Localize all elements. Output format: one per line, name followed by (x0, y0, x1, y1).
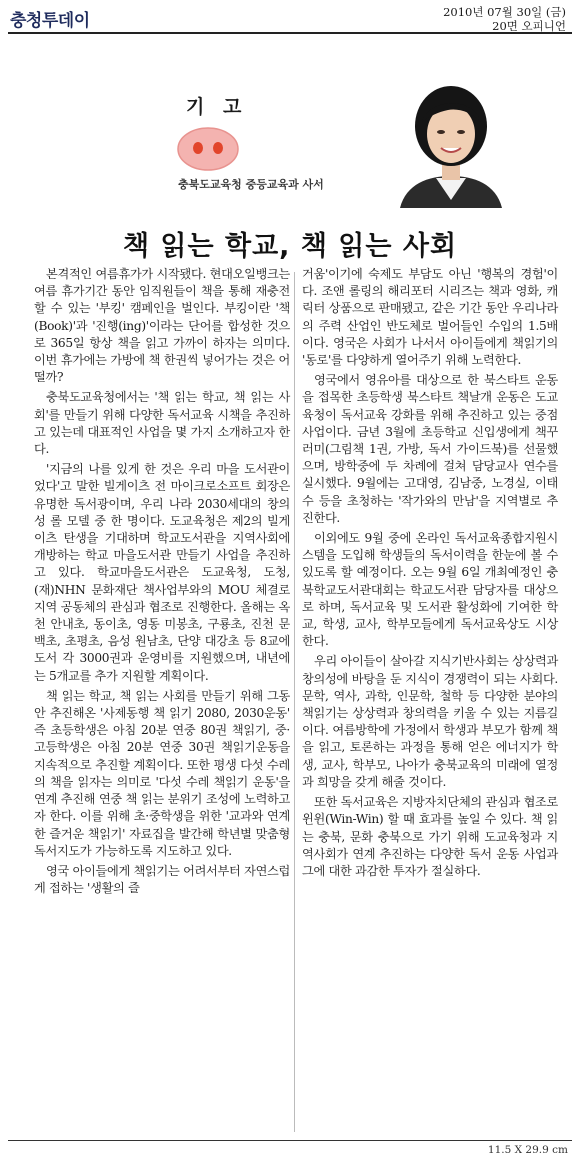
paragraph: 또한 독서교육은 지방자치단체의 관심과 협조로 윈윈(Win-Win) 할 때 효과를 높일 수 있다. 책 읽는 충북, 문화 충북으로 가기 위해 도교육청과 지역사회가 연계 추진하는 다양한 독서 운동 사업과 그에 대한 과감한 투자가 절실하다. (302, 795, 558, 878)
publication-section: 20면 오피니언 (492, 19, 566, 33)
paragraph: 책 읽는 학교, 책 읽는 사회를 만들기 위해 그동안 추진해온 '사제동행 책 읽기 2080, 2030운동' 즉 초등학생은 아침 20분 연중 80권 책읽기, 중·고등학생은 아침 20분 연중 30권 책읽기운동을 지속적으로 추진할 계획이다. 또한 평생 다섯 수레의 책을 읽자는 의미로 '다섯 수레 책읽기 운동'을 연계 추진해 연중 책 읽는 분위기 조성에 노력하고자 한다. 이를 위해 초·중학생을 위한 '교과와 연계한 즐거운 책읽기' 자료집을 발간해 학년별 맞춤형 독서지도가 가능하도록 지도하고 있다. (34, 688, 290, 858)
paragraph: 이외에도 9월 중에 온라인 독서교육종합지원시스템을 도입해 학생들의 독서이력을 한눈에 볼 수 있도록 할 예정이다. 오는 9월 6일 개최예정인 충북학교도서관대회는 학교도서관 담당자를 대상으로 하며, 독서교육 및 도서관 활성화에 기여한 학교, 학생, 교사, 학부모들에게 독서교육상도 시상한다. (302, 531, 558, 649)
paragraph: 우리 아이들이 살아갈 지식기반사회는 상상력과 창의성에 바탕을 둔 지식이 경쟁력이 되는 사회다. 문학, 역사, 과학, 인문학, 철학 등 다양한 분야의 책읽기는 상상력과 창의력을 키울 수 있는 지름길이다. 여름방학에 가정에서 학생과 부모가 함께 책을 읽고, 토론하는 과정을 통해 얻은 에너지가 학생, 교사, 학부모, 나아가 충북교육의 미래에 열정과 희망을 갖게 해줄 것이다. (302, 654, 558, 789)
pig-nose-icon (176, 126, 240, 172)
author-portrait (392, 80, 510, 208)
author-line: 충북도교육청 중등교육과 사서 (178, 178, 324, 191)
column-divider (294, 272, 295, 1132)
paragraph: '지금의 나를 있게 한 것은 우리 마을 도서관이었다'고 말한 빌게이츠 전 마이크로소프트 회장은 유명한 독서광이며, 우리 나라 2030세대의 창의성 롤 모델 중 한 명이다. 도교육청은 제2의 빌게이츠 탄생을 기대하며 학교도서관을 지역사회에 개방하는 학교 마을도서관 만들기 사업을 추진하고 있다. 학교마을도서관은 도교육청, 도청, (재)NHN 문화재단 책사업부와의 MOU 체결로 지역 공동체의 관심과 협조로 진행한다. 올해는 옥천 안내초, 동이초, 영동 미봉초, 구룡초, 진천 문백초, 초평초, 음성 원남초, 단양 대강초 등 8교에 도서 각 3000권과 운영비를 지원했으며, 내년에는 5개교를 추가 지원할 계획이다. (34, 462, 290, 683)
masthead-logo: 충청투데이 (10, 11, 90, 31)
paragraph: 영국 아이들에게 책읽기는 어려서부터 자연스럽게 접하는 '생활의 즐 (34, 863, 290, 896)
paragraph: 충북도교육청에서는 '책 읽는 학교, 책 읽는 사회'를 만들기 위해 다양한 독서교육 시책을 추진하고 있는데 대표적인 사업을 몇 가지 소개하고자 한다. (34, 390, 290, 457)
footer-rule (8, 1140, 572, 1141)
article-column-right (302, 266, 558, 883)
headline: 책 읽는 학교, 책 읽는 사회 (122, 231, 458, 262)
clipping-size-note: 11.5 X 29.9 cm (487, 1144, 568, 1156)
publication-date: 2010년 07월 30일 (금) (443, 5, 566, 19)
header-rule (8, 32, 572, 34)
column-label: 기 고 (186, 96, 248, 118)
paragraph: 본격적인 여름휴가가 시작됐다. 현대오일뱅크는 여름 휴가기간 동안 임직원들이 책을 통해 재충전할 수 있는 '부킹' 캠페인을 벌인다. 부킹이란 '책(Book)'과 '진행(ing)'이라는 단어를 합성한 것으로 365일 항상 책을 읽고 가까이 하자는 의미다. 이번 휴가에는 가방에 책 한권씩 넣어가는 것은 어떨까? (34, 267, 290, 385)
paragraph: 영국에서 영유아를 대상으로 한 북스타트 운동을 접목한 초등학생 북스타트 책날개 운동은 도교육청이 독서교육 강화를 위해 추진하고 있는 중점 사업이다. 금년 3월에 초등학교 신입생에게 책꾸러미(그림책 1권, 가방, 독서 가이드북)를 선물했으며, 방학중에 두 차례에 걸쳐 담당교사 연수를 실시했다. 9월에는 고대영, 김남중, 노경실, 이태수 등을 초청하는 '작가와의 만남'을 지역별로 추진한다. (302, 373, 558, 525)
article-column-left (34, 266, 290, 900)
paragraph: 거움'이기에 숙제도 부담도 아닌 '행복의 경험'이다. 조앤 롤링의 해리포터 시리즈는 책과 영화, 캐릭터 상품으로 판매됐고, 같은 기간 동안 우리나라의 주력 산업인 반도체로 벌어들인 수입의 1.5배이다. 영국은 사회가 나서서 아이들에게 책읽기의 '동로'를 다양하게 열어주기 위해 노력한다. (302, 267, 558, 368)
